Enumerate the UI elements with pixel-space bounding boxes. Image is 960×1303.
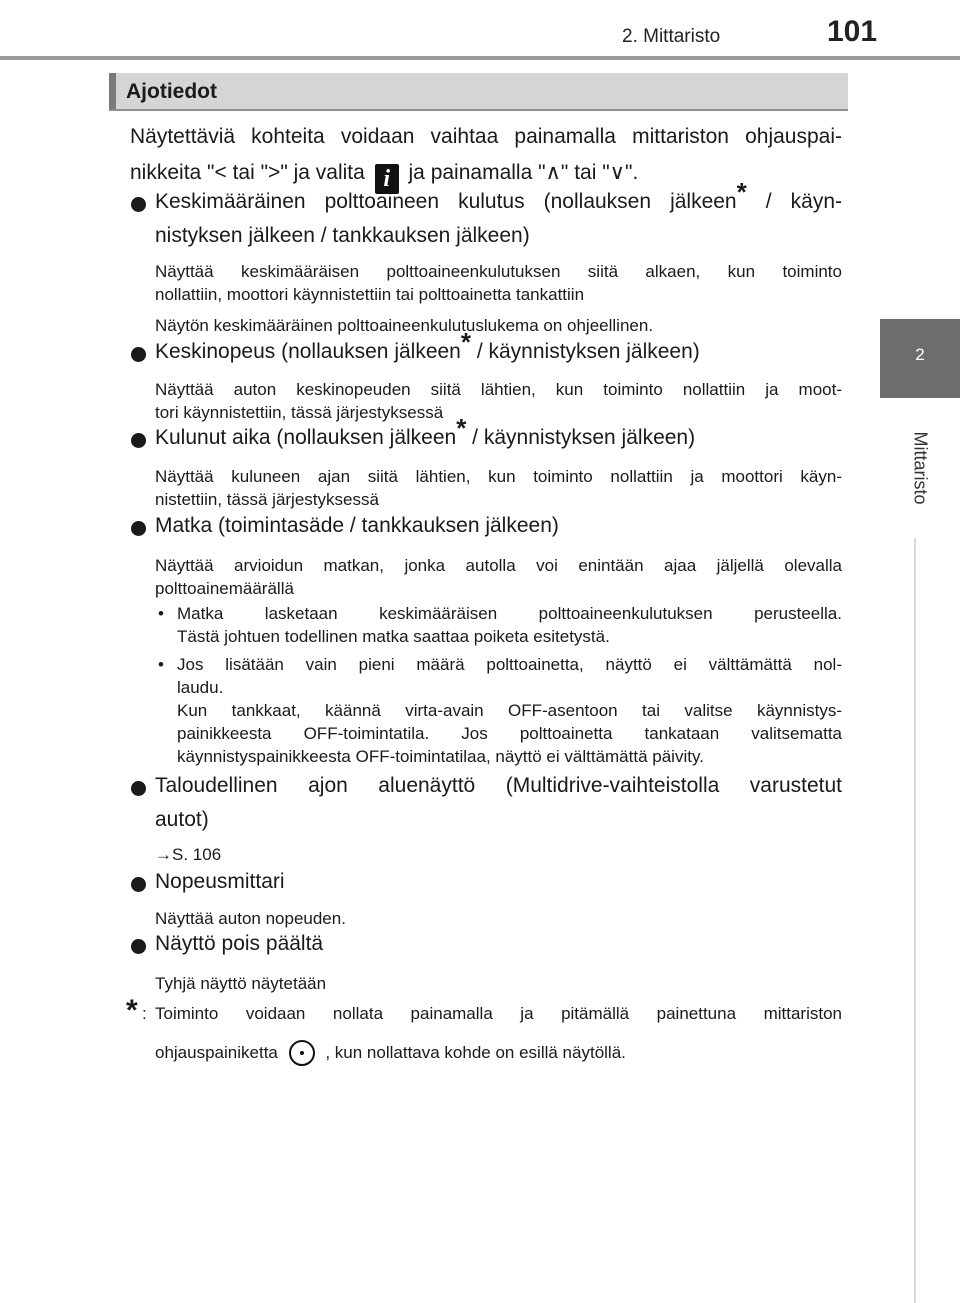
chapter-title: 2. Mittaristo (622, 26, 721, 47)
item-speed-title-b: / käynnistyksen jälkeen) (471, 340, 700, 363)
item-eco-title: Taloudellinen ajon aluenäyttö (Multidrive-vaihteistolla varustetut (155, 774, 842, 797)
intro-line-2 (130, 160, 638, 194)
bullet-dot (131, 347, 146, 362)
section-heading-underline (109, 109, 848, 111)
item-fuel-desc-1: Näyttää keskimääräisen polttoaineenkulutuksen siitä alkaen, kun toiminto (155, 262, 842, 281)
footnote-line-1: Toiminto voidaan nollata painamalla ja pitämällä painettuna mittariston (155, 1004, 842, 1023)
item-range-sub-2-line-2: laudu. (177, 678, 224, 697)
bullet-dot (131, 521, 146, 536)
footnote-mark: * (126, 994, 138, 1027)
item-range-sub-2: Jos lisätään vain pieni määrä polttoainetta, näyttö ei välttämättä nol- (177, 655, 842, 674)
item-range-sub-1-line-2: Tästä johtuen todellinen matka saattaa poiketa esitetystä. (177, 627, 610, 646)
item-fuel-desc-1-line-2: nollattiin, moottori käynnistettiin tai polttoainetta tankattiin (155, 285, 585, 304)
item-range-sub-2-line-3: Kun tankkaat, käännä virta-avain OFF-asentoon tai valitse käynnistys- (177, 701, 842, 720)
page-number: 101 (827, 15, 878, 48)
footnote-text-a: ohjauspainiketta (155, 1043, 278, 1062)
ok-button-icon (289, 1040, 315, 1066)
side-divider (914, 538, 916, 1303)
item-fuel-title-a: Keskimääräinen polttoaineen kulutus (nollauksen jälkeen (155, 190, 737, 213)
bullet-dot (131, 433, 146, 448)
sub-bullet: • (158, 655, 164, 674)
footnote-text-b: , kun nollattava kohde on esillä näytöllä. (325, 1043, 626, 1062)
item-display-off-desc: Tyhjä näyttö näytetään (155, 974, 327, 993)
section-title: Ajotiedot (126, 80, 217, 103)
page-header (0, 0, 960, 60)
item-range-title: Matka (toimintasäde / tankkauksen jälkeen) (155, 514, 559, 537)
intro-text-b: ja painamalla "∧" tai "∨". (408, 161, 639, 184)
item-eco-reference: →S. 106 (155, 845, 222, 864)
footnote-star: * (460, 327, 471, 357)
item-range-desc-line-2: polttoainemäärällä (155, 579, 294, 598)
intro-line-1: Näytettäviä kohteita voidaan vaihtaa painamalla mittariston ohjauspai- (130, 125, 842, 148)
footnote-line-2 (155, 1040, 626, 1066)
bullet-dot (131, 781, 146, 796)
footnote-star: * (736, 177, 747, 207)
bullet-dot (131, 877, 146, 892)
section-heading-bar (109, 73, 848, 109)
item-range-sub-2-line-4: painikkeesta OFF-toimintatila. Jos polttoainetta tankataan valitsematta (177, 724, 842, 743)
item-speed-title (155, 327, 700, 364)
sub-bullet: • (158, 604, 164, 623)
item-range-desc: Näyttää arvioidun matkan, jonka autolla voi enintään ajaa jäljellä olevalla (155, 556, 842, 575)
chapter-tab-label-wrap (880, 398, 960, 538)
item-time-desc-line-2: nistettiin, tässä järjestyksessä (155, 490, 379, 509)
footnote-star: * (456, 413, 467, 443)
item-time-title-a: Kulunut aika (nollauksen jälkeen (155, 426, 457, 449)
item-fuel-desc-2: Näytön keskimääräinen polttoaineenkulutuslukema on ohjeellinen. (155, 316, 654, 335)
chapter-tab-label: Mittaristo (910, 431, 931, 505)
intro-text-a: nikkeita "< tai ">" ja valita (130, 161, 365, 184)
item-time-title (155, 413, 696, 450)
chapter-tab-number: 2 (915, 345, 925, 364)
bullet-dot (131, 197, 146, 212)
item-fuel-title (155, 177, 842, 214)
item-time-desc: Näyttää kuluneen ajan siitä lähtien, kun toiminto nollattiin ja moottori käyn- (155, 467, 842, 486)
footnote-colon: : (142, 1004, 147, 1023)
item-speed-desc: Näyttää auton keskinopeuden siitä lähtien, kun toiminto nollattiin ja moot- (155, 380, 842, 399)
item-display-off-title: Näyttö pois päältä (155, 932, 324, 955)
item-time-title-b: / käynnistyksen jälkeen) (466, 426, 696, 449)
bullet-dot (131, 939, 146, 954)
item-speedometer-desc: Näyttää auton nopeuden. (155, 909, 346, 928)
item-fuel-title-b: / käyn- (746, 190, 842, 213)
chapter-tab (880, 319, 960, 398)
header-rule (0, 56, 960, 60)
item-eco-title-line-2: autot) (155, 808, 209, 831)
item-fuel-title-line-2: nistyksen jälkeen / tankkauksen jälkeen) (155, 224, 530, 247)
info-icon: i (375, 164, 399, 194)
item-range-sub-2-line-5: käynnistyspainikkeesta OFF-toimintatilaa, näyttö ei välttämättä päivity. (177, 747, 704, 766)
item-speed-title-a: Keskinopeus (nollauksen jälkeen (155, 340, 461, 363)
item-range-sub-1: Matka lasketaan keskimääräisen polttoaineenkulutuksen perusteella. (177, 604, 842, 623)
item-speed-desc-line-2: tori käynnistettiin, tässä järjestyksessä (155, 403, 444, 422)
item-speedometer-title: Nopeusmittari (155, 870, 285, 893)
